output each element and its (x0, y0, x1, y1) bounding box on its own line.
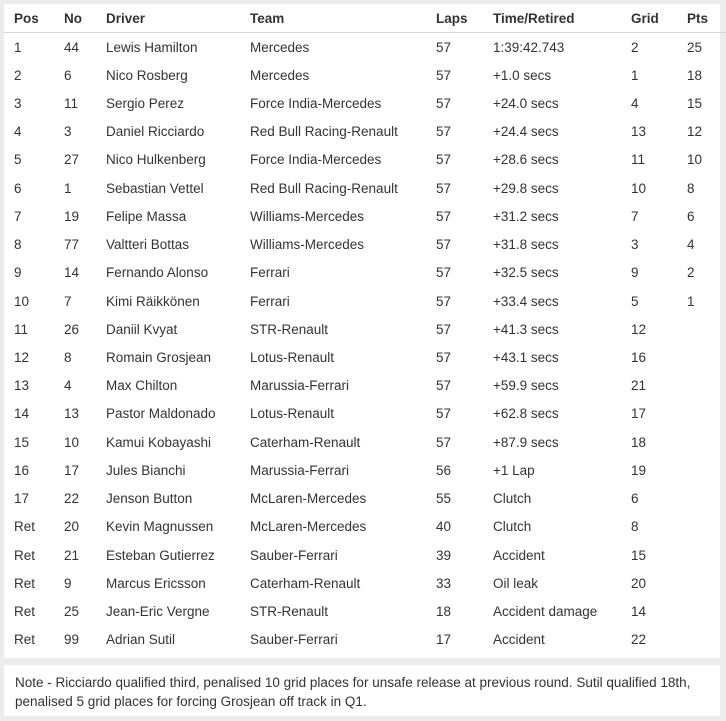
cell-time-retired: +31.2 secs (493, 208, 559, 224)
cell-no: 19 (64, 208, 80, 224)
table-row (4, 315, 726, 343)
cell-driver: Kevin Magnussen (106, 519, 214, 535)
cell-team: Force India-Mercedes (250, 96, 382, 112)
cell-pts (687, 541, 726, 569)
cell-team: Marussia-Ferrari (250, 462, 350, 478)
cell-team: Caterham-Renault (250, 575, 361, 591)
cell-time-retired: Accident damage (493, 603, 598, 619)
table-row (4, 343, 726, 371)
cell-team: Lotus-Renault (250, 350, 335, 366)
cell-time-retired: Oil leak (493, 575, 539, 591)
cell-no: 22 (64, 491, 80, 507)
cell-grid: 21 (631, 378, 647, 394)
table-body (4, 33, 726, 654)
cell-driver: Daniil Kvyat (106, 321, 178, 337)
cell-pos: 2 (14, 67, 22, 83)
cell-pos: 1 (14, 39, 22, 55)
cell-driver: Nico Hulkenberg (106, 152, 206, 168)
table-row (4, 626, 726, 654)
cell-team: Mercedes (250, 39, 310, 55)
cell-laps: 57 (436, 208, 452, 224)
table-row (4, 231, 726, 259)
header-driver[interactable]: Driver (106, 4, 250, 33)
table-row (4, 597, 726, 625)
cell-time-retired: +28.6 secs (493, 152, 559, 168)
table-row (4, 428, 726, 456)
cell-grid: 9 (631, 265, 639, 281)
cell-driver: Fernando Alonso (106, 265, 209, 281)
header-pos[interactable]: Pos (4, 4, 64, 33)
table-row (4, 174, 726, 202)
results-panel (4, 4, 720, 658)
cell-laps: 57 (436, 67, 452, 83)
cell-team: Red Bull Racing-Renault (250, 124, 398, 140)
cell-pts (687, 597, 726, 625)
cell-laps: 57 (436, 434, 452, 450)
cell-team: Sauber-Ferrari (250, 632, 338, 648)
cell-no: 11 (64, 96, 79, 112)
cell-time-retired: +24.4 secs (493, 124, 559, 140)
cell-pts (687, 372, 726, 400)
cell-no: 3 (64, 124, 72, 140)
header-pts[interactable]: Pts (687, 4, 726, 33)
table-row (4, 456, 726, 484)
cell-time-retired: Clutch (493, 519, 532, 535)
cell-pos: 16 (14, 462, 30, 478)
header-time-retired[interactable]: Time/Retired (493, 4, 631, 33)
cell-team: Williams-Mercedes (250, 237, 365, 253)
cell-time-retired: +1.0 secs (493, 67, 552, 83)
cell-driver: Nico Rosberg (106, 67, 188, 83)
cell-laps: 18 (436, 603, 452, 619)
table-row (4, 89, 726, 117)
cell-laps: 57 (436, 180, 452, 196)
cell-laps: 39 (436, 547, 452, 563)
cell-laps: 57 (436, 321, 452, 337)
cell-grid: 5 (631, 293, 639, 309)
cell-pts (687, 428, 726, 456)
cell-team: Williams-Mercedes (250, 208, 365, 224)
cell-time-retired: +1 Lap (493, 462, 535, 478)
cell-no: 7 (64, 293, 72, 309)
table-row (4, 569, 726, 597)
cell-pos: 9 (14, 265, 22, 281)
cell-pos: 8 (14, 237, 22, 253)
cell-team: Lotus-Renault (250, 406, 335, 422)
cell-pos: Ret (14, 603, 36, 619)
cell-no: 8 (64, 350, 72, 366)
cell-pos: 6 (14, 180, 22, 196)
cell-no: 14 (64, 265, 80, 281)
cell-pos: 10 (14, 293, 30, 309)
cell-laps: 57 (436, 265, 452, 281)
cell-pts (687, 513, 726, 541)
cell-pts: 25 (687, 39, 703, 55)
cell-time-retired: +87.9 secs (493, 434, 559, 450)
table-row (4, 541, 726, 569)
cell-no: 77 (64, 237, 80, 253)
cell-no: 13 (64, 406, 80, 422)
cell-no: 4 (64, 378, 72, 394)
cell-team: Caterham-Renault (250, 434, 361, 450)
cell-pts: 15 (687, 96, 703, 112)
cell-grid: 13 (631, 124, 647, 140)
cell-pts: 6 (687, 208, 695, 224)
cell-time-retired: +41.3 secs (493, 321, 559, 337)
cell-no: 6 (64, 67, 72, 83)
table-row (4, 118, 726, 146)
cell-pts: 10 (687, 152, 703, 168)
cell-grid: 14 (631, 603, 647, 619)
cell-driver: Jules Bianchi (106, 462, 186, 478)
cell-time-retired: +32.5 secs (493, 265, 559, 281)
cell-team: Ferrari (250, 293, 290, 309)
cell-grid: 18 (631, 434, 647, 450)
cell-driver: Sergio Perez (106, 96, 185, 112)
cell-pos: 14 (14, 406, 30, 422)
cell-driver: Max Chilton (106, 378, 178, 394)
cell-pos: 3 (14, 96, 22, 112)
header-no[interactable]: No (64, 4, 106, 33)
cell-no: 9 (64, 575, 72, 591)
table-row (4, 372, 726, 400)
cell-driver: Sebastian Vettel (106, 180, 204, 196)
cell-pts (687, 485, 726, 513)
cell-laps: 57 (436, 237, 452, 253)
cell-laps: 40 (436, 519, 452, 535)
cell-grid: 8 (631, 519, 639, 535)
cell-pts: 18 (687, 67, 703, 83)
table-row (4, 485, 726, 513)
cell-driver: Esteban Gutierrez (106, 547, 215, 563)
cell-pts (687, 315, 726, 343)
cell-pos: 13 (14, 378, 30, 394)
header-team[interactable]: Team (250, 4, 436, 33)
cell-pos: Ret (14, 519, 36, 535)
race-results-table (4, 4, 726, 654)
cell-grid: 1 (631, 67, 639, 83)
cell-team: Red Bull Racing-Renault (250, 180, 398, 196)
cell-grid: 7 (631, 208, 639, 224)
cell-no: 25 (64, 603, 80, 619)
cell-team: Sauber-Ferrari (250, 547, 338, 563)
cell-team: STR-Renault (250, 321, 329, 337)
cell-team: McLaren-Mercedes (250, 491, 367, 507)
cell-time-retired: 1:39:42.743 (493, 39, 565, 55)
cell-laps: 56 (436, 462, 452, 478)
cell-time-retired: +24.0 secs (493, 96, 559, 112)
table-header-row (4, 4, 726, 33)
cell-pts (687, 569, 726, 597)
cell-no: 10 (64, 434, 80, 450)
cell-driver: Jenson Button (106, 491, 193, 507)
cell-pts: 8 (687, 180, 695, 196)
cell-no: 27 (64, 152, 80, 168)
cell-laps: 17 (436, 632, 452, 648)
cell-grid: 11 (631, 152, 646, 168)
cell-no: 44 (64, 39, 80, 55)
cell-grid: 22 (631, 632, 647, 648)
cell-grid: 12 (631, 321, 647, 337)
cell-no: 21 (64, 547, 80, 563)
cell-driver: Felipe Massa (106, 208, 187, 224)
cell-time-retired: +31.8 secs (493, 237, 559, 253)
cell-team: Mercedes (250, 67, 310, 83)
table-row (4, 202, 726, 230)
cell-pos: Ret (14, 575, 36, 591)
table-row (4, 287, 726, 315)
cell-driver: Marcus Ericsson (106, 575, 206, 591)
cell-time-retired: +59.9 secs (493, 378, 559, 394)
cell-laps: 57 (436, 39, 452, 55)
cell-pos: 15 (14, 434, 30, 450)
cell-no: 26 (64, 321, 80, 337)
cell-grid: 10 (631, 180, 647, 196)
cell-pos: 7 (14, 208, 22, 224)
cell-team: McLaren-Mercedes (250, 519, 367, 535)
cell-team: Marussia-Ferrari (250, 378, 350, 394)
cell-pos: 4 (14, 124, 22, 140)
footnote: Note - Ricciardo qualified third, penalised 10 grid places for unsafe release at previous round. Sutil qualified 18th, penalised 5 grid places for forcing Grosjean off track in Q1. (4, 665, 720, 716)
cell-grid: 2 (631, 39, 639, 55)
cell-pts: 4 (687, 237, 695, 253)
cell-laps: 57 (436, 152, 452, 168)
cell-grid: 3 (631, 237, 639, 253)
cell-pos: Ret (14, 632, 36, 648)
cell-driver: Adrian Sutil (106, 632, 176, 648)
cell-time-retired: +62.8 secs (493, 406, 559, 422)
cell-laps: 57 (436, 96, 452, 112)
cell-time-retired: Accident (493, 547, 545, 563)
cell-laps: 57 (436, 293, 452, 309)
cell-driver: Lewis Hamilton (106, 39, 198, 55)
cell-driver: Kimi Räikkönen (106, 293, 200, 309)
cell-team: Force India-Mercedes (250, 152, 382, 168)
header-laps[interactable]: Laps (436, 4, 493, 33)
cell-pts: 2 (687, 265, 695, 281)
cell-laps: 57 (436, 124, 452, 140)
cell-driver: Kamui Kobayashi (106, 434, 212, 450)
cell-grid: 20 (631, 575, 647, 591)
cell-time-retired: Accident (493, 632, 545, 648)
cell-grid: 16 (631, 350, 647, 366)
cell-driver: Romain Grosjean (106, 350, 212, 366)
cell-driver: Daniel Ricciardo (106, 124, 205, 140)
cell-grid: 19 (631, 462, 647, 478)
table-row (4, 33, 726, 62)
cell-no: 1 (64, 180, 72, 196)
cell-pts: 12 (687, 124, 703, 140)
cell-pos: 17 (14, 491, 30, 507)
table-row (4, 259, 726, 287)
cell-grid: 15 (631, 547, 647, 563)
cell-no: 20 (64, 519, 80, 535)
cell-laps: 57 (436, 378, 452, 394)
header-grid[interactable]: Grid (631, 4, 687, 33)
cell-pos: Ret (14, 547, 36, 563)
cell-laps: 57 (436, 406, 452, 422)
cell-no: 99 (64, 632, 80, 648)
table-row (4, 400, 726, 428)
cell-laps: 55 (436, 491, 452, 507)
cell-time-retired: +33.4 secs (493, 293, 559, 309)
cell-grid: 6 (631, 491, 639, 507)
cell-driver: Valtteri Bottas (106, 237, 190, 253)
cell-no: 17 (64, 462, 80, 478)
table-row (4, 61, 726, 89)
cell-pts (687, 456, 726, 484)
cell-grid: 17 (631, 406, 647, 422)
cell-laps: 57 (436, 350, 452, 366)
cell-time-retired: +29.8 secs (493, 180, 559, 196)
cell-pos: 11 (14, 321, 29, 337)
table-row (4, 513, 726, 541)
cell-pts: 1 (687, 293, 695, 309)
cell-pts (687, 343, 726, 371)
cell-driver: Pastor Maldonado (106, 406, 216, 422)
cell-pos: 5 (14, 152, 22, 168)
cell-time-retired: +43.1 secs (493, 350, 559, 366)
cell-pos: 12 (14, 350, 30, 366)
table-row (4, 146, 726, 174)
cell-time-retired: Clutch (493, 491, 532, 507)
cell-driver: Jean-Eric Vergne (106, 603, 210, 619)
cell-pts (687, 626, 726, 654)
cell-laps: 33 (436, 575, 452, 591)
cell-grid: 4 (631, 96, 639, 112)
cell-pts (687, 400, 726, 428)
cell-team: Ferrari (250, 265, 290, 281)
cell-team: STR-Renault (250, 603, 329, 619)
